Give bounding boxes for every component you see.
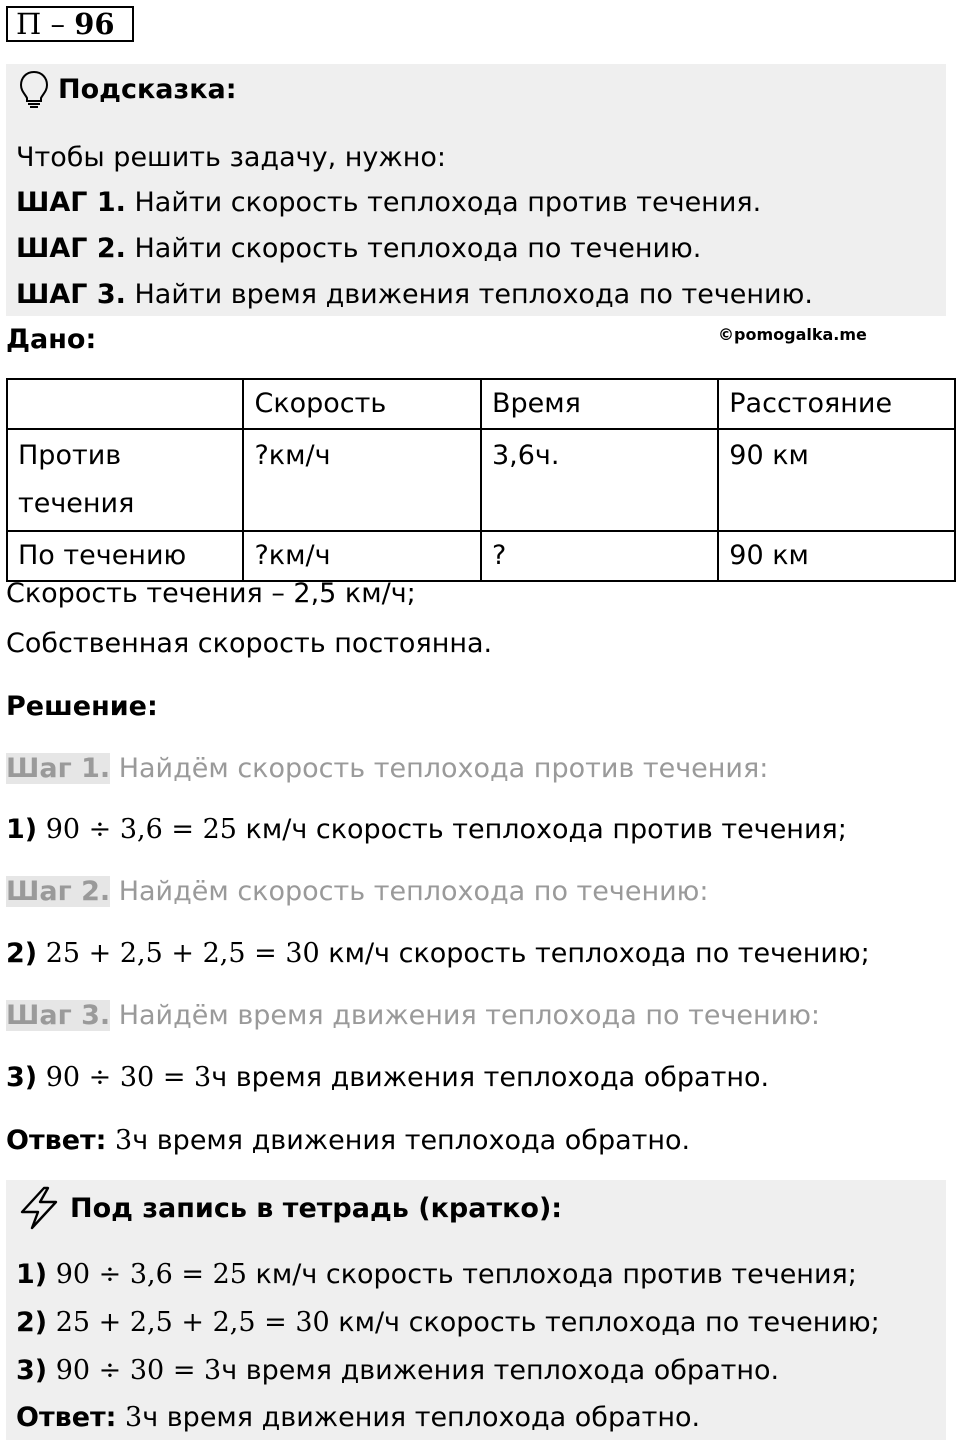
line-text: ч время движения теплохода обратно. [211,1062,770,1093]
answer-math: 3 [115,1125,133,1156]
math-expression: 25 + 2,5 + 2,5 = 30 [45,938,320,969]
hint-intro: Чтобы решить задачу, нужно: [16,142,446,173]
table-cell: По течению [7,531,243,581]
table-header-cell: Расстояние [718,379,955,429]
table-cell: ?км/ч [243,531,481,581]
table-cell: ?км/ч [243,429,481,531]
table-header-cell: Скорость [243,379,481,429]
hint-step-label: ШАГ 2. [16,233,126,264]
answer-text: ч время движения теплохода обратно. [142,1402,701,1433]
hint-step-label: ШАГ 3. [16,279,126,310]
answer-label: Ответ: [6,1125,107,1156]
solution-step-1-heading [6,751,768,787]
step-heading-text: Найдём время движения теплохода по течению: [110,1000,821,1031]
solution-step-3-heading [6,998,820,1034]
lightbulb-icon [18,70,50,110]
line-text: км/ч скорость теплохода по течению; [329,1307,880,1338]
table-cell: Против течения [7,429,243,531]
given-note-constant: Собственная скорость постоянна. [6,628,493,659]
line-text: ч время движения теплохода обратно. [221,1355,780,1386]
answer-text: ч время движения теплохода обратно. [132,1125,691,1156]
hint-step-1 [16,185,761,221]
table-header-cell [7,379,243,429]
hint-step-text: Найти скорость теплохода против течения. [125,187,762,218]
line-number: 1) [6,814,38,845]
hint-step-label: ШАГ 1. [16,187,126,218]
step-label: Шаг 1. [6,753,111,784]
step-label: Шаг 3. [6,1000,111,1031]
notebook-line-2 [16,1305,880,1341]
math-expression: 25 + 2,5 + 2,5 = 30 [55,1307,330,1338]
hint-title: Подсказка: [58,74,237,105]
hint-step-2 [16,231,701,267]
step-label: Шаг 2. [6,876,111,907]
math-expression: 90 ÷ 30 = 3 [55,1355,222,1386]
given-title: Дано: [6,324,97,355]
step-heading-text: Найдём скорость теплохода по течению: [110,876,709,907]
line-text: км/ч скорость теплохода по течению; [319,938,870,969]
step-heading-text: Найдём скорость теплохода против течения: [110,753,769,784]
hint-step-3 [16,277,813,313]
problem-number-badge [6,6,134,42]
line-number: 3) [16,1355,48,1386]
table-header-row [7,379,955,429]
answer-label: Ответ: [16,1402,117,1433]
badge-prefix: П – [16,7,66,41]
given-table [6,378,956,582]
table-cell: 90 км [718,531,955,581]
hint-step-text: Найти время движения теплохода по течению. [125,279,813,310]
table-header-cell: Время [481,379,718,429]
table-row [7,429,955,531]
notebook-title: Под запись в тетрадь (кратко): [70,1193,563,1224]
line-text: км/ч скорость теплохода против течения; [246,1259,857,1290]
line-number: 3) [6,1062,38,1093]
badge-number: 96 [74,7,115,41]
line-number: 2) [16,1307,48,1338]
math-expression: 90 ÷ 3,6 = 25 [55,1259,247,1290]
line-number: 2) [6,938,38,969]
line-text: км/ч скорость теплохода против течения; [236,814,847,845]
math-expression: 90 ÷ 30 = 3 [45,1062,212,1093]
notebook-line-3 [16,1353,779,1389]
notebook-line-1 [16,1257,857,1293]
table-cell: ? [481,531,718,581]
math-expression: 90 ÷ 3,6 = 25 [45,814,237,845]
solution-line-1 [6,812,847,848]
solution-line-2 [6,936,870,972]
lightning-icon [18,1186,60,1230]
hint-step-text: Найти скорость теплохода по течению. [125,233,702,264]
table-cell: 3,6ч. [481,429,718,531]
copyright: ©pomogalka.me [718,325,867,344]
solution-title: Решение: [6,691,158,722]
given-note-current: Скорость течения – 2,5 км/ч; [6,578,416,609]
table-row [7,531,955,581]
solution-answer [6,1123,690,1159]
line-number: 1) [16,1259,48,1290]
answer-math: 3 [125,1402,143,1433]
solution-step-2-heading [6,874,708,910]
table-cell: 90 км [718,429,955,531]
notebook-answer [16,1400,700,1436]
solution-line-3 [6,1060,769,1096]
